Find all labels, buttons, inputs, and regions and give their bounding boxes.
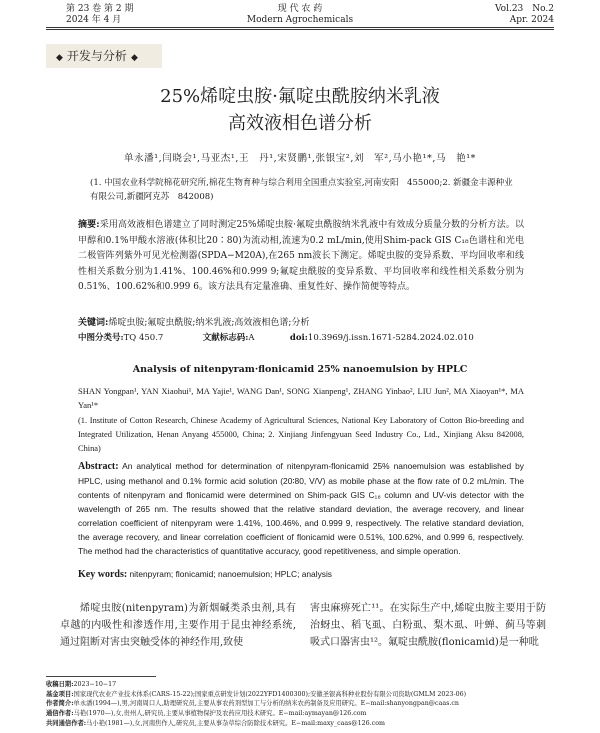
journal-title-en: Modern Agrochemicals xyxy=(246,15,354,25)
diamond-icon: ◆ xyxy=(56,53,63,63)
running-header-right xyxy=(495,4,554,26)
keywords-en xyxy=(78,567,524,582)
doc-code-label: 文献标志码: xyxy=(202,333,249,343)
authors-en: SHAN Yongpan¹, YAN Xiaohui¹, MA Yajie¹, WANG Dan¹, SONG Xianpeng¹, ZHANG Yinbao², LIU Jun², MA Xiaoyan¹*, MA Yan¹* xyxy=(78,386,524,410)
title-cn-line1: 25%烯啶虫胺·氟啶虫酰胺纳米乳液 xyxy=(160,86,440,107)
journal-title-cn: 现 代 农 药 xyxy=(277,4,323,14)
keywords-cn-text: 烯啶虫胺;氟啶虫酰胺;纳米乳液;高效液相色谱;分析 xyxy=(108,318,310,328)
title-cn-line2: 高效液相色谱分析 xyxy=(228,113,372,134)
diamond-icon: ◆ xyxy=(130,53,138,63)
clc-label: 中图分类号: xyxy=(78,333,124,343)
abstract-en-label: Abstract: xyxy=(78,461,119,472)
abstract-cn xyxy=(78,218,524,296)
publication-date: 2024 年 4 月 xyxy=(66,15,122,25)
header-rule-thin xyxy=(46,29,554,30)
doc-code-value: A xyxy=(248,333,255,343)
running-header-center xyxy=(200,4,400,26)
doi-value: 10.3969/j.issn.1671-5284.2024.02.010 xyxy=(307,333,474,343)
section-label: 开发与分析 xyxy=(66,49,127,63)
clc-value: TQ 450.7 xyxy=(123,333,164,343)
affiliation-cn: (1. 中国农业科学院棉花研究所,棉花生物育种与综合利用全国重点实验室,河南安阳 455000;2. 新疆金丰源种业有限公司,新疆阿克苏 842008) xyxy=(90,178,513,202)
footnote-received: 收稿日期:2023−10−17 xyxy=(46,681,117,688)
classification-line xyxy=(78,331,524,347)
abstract-en-text: An analytical method for determination of nitenpyram-flonicamid 25% nanoemulsion was established by HPLC, using methanol and 0.1% formic acid solution (20∶80, V/V) as mobile phase at the flow rate of 0.2 mL/min. The contents of nitenpyram and flonicamid were determined on Shim-pack GIS C₁₈ column and UV-vis detector with the wavelength of 265 nm. The results showed that the relative standard deviation, the average recovery, and linear correlation coefficient of nitenpyram were 1.41%, 100.46%, and 0.999 9, respectively. The relative standard deviation, the average recovery, and linear correlation coefficient of flonicamid were 0.51%, 100.62%, and 0.999 6, respectively. The method had the characteristics of quantitative accuracy, good repetitiveness, and simple operation. xyxy=(78,461,524,556)
footnotes xyxy=(46,680,556,729)
abstract-cn-label: 摘要: xyxy=(78,220,100,230)
volume-issue-en: Vol.23 No.2 xyxy=(494,4,554,14)
abstract-en xyxy=(78,459,524,558)
footnote-co-corresponding: 共同通信作者:马小艳(1981—),女,河南焦作人,研究员,主要从事杂草综合防除技术研究。E−mail:maxy_caas@126.com xyxy=(46,719,385,727)
abstract-cn-text: 采用高效液相色谱建立了同时测定25%烯啶虫胺·氟啶虫酰胺纳米乳液中有效成分质量分数的分析方法。以甲醇和0.1%甲酸水溶液(体积比20∶80)为流动相,流速为0.2 mL/min,使用Shim-pack GIS C₁₈色谱柱和光电二极管阵列紫外可见光检测器(SPDA−M20A),在265 nm波长下测定。烯啶虫胺的变异系数、平均回收率和线性相关系数分别为1.41%、100.46%和0.999 9;氟啶虫酰胺的变异系数、平均回收率和线性相关系数分别为0.51%、100.62%和0.999 6。该方法具有定量准确、重复性好、操作简便等特点。 xyxy=(78,220,525,292)
body-column-left: 烯啶虫胺(nitenpyram)为新烟碱类杀虫剂,具有卓越的内吸性和渗透作用,主要作用于昆虫神经系统,通过阻断对害虫突触受体的神经作用,致使 xyxy=(60,603,296,648)
footnote-rule xyxy=(46,676,156,677)
keywords-en-text: nitenpyram; flonicamid; nanoemulsion; HPLC; analysis xyxy=(129,569,332,579)
header-rule xyxy=(46,27,554,28)
footnote-funding: 基金项目:国家现代农业产业技术体系(CARS-15-22);国家重点研发计划(2022YFD1400300);安徽圣银高科种业股份有限公司资助(GMLM 2023-06) xyxy=(46,690,467,698)
keywords-en-label: Key words: xyxy=(78,569,128,580)
title-en: Analysis of nitenpyram·flonicamid 25% nanoemulsion by HPLC xyxy=(132,364,468,375)
keywords-cn xyxy=(78,316,524,332)
publication-date-en: Apr. 2024 xyxy=(509,15,554,25)
footnote-corresponding: 通信作者:马艳(1970—),女,贵州人,研究员,主要从事植物保护及农药应用技术研究。E−mail:aymayan@126.com xyxy=(46,710,367,718)
affiliation-en: (1. Institute of Cotton Research, Chinese Academy of Agricultural Sciences, National Key Laboratory of Cotton Bio-breeding and Integrated Utilization, Henan Anyang 455000, China; 2. Xinjiang Jinfengyuan Seed Industry Co., Ltd., Xinjiang Aksu 842008, China) xyxy=(78,416,524,453)
section-tag xyxy=(46,44,162,68)
body-column-right: 害虫麻痹死亡¹¹。在实际生产中,烯啶虫胺主要用于防治蚜虫、稻飞虱、白粉虱、梨木虱、叶蝉、蓟马等刺吸式口器害虫¹²。氟啶虫酰胺(flonicamid)是一种吡 xyxy=(310,603,546,648)
footnote-author-bio: 作者简介:单永潘(1994—),男,河南周口人,助理研究员,主要从事农药剂型加工与分析的纳米农药制备及应用研究。E−mail:shanyongpan@caas.cn xyxy=(46,700,459,708)
running-header-left xyxy=(66,4,133,26)
doi-label: doi: xyxy=(289,333,308,343)
volume-issue: 第 23 卷 第 2 期 xyxy=(66,4,134,14)
authors-cn: 单永潘¹,闫晓会¹,马亚杰¹,王 丹¹,宋贤鹏¹,张银宝²,刘 军²,马小艳¹*,马 艳¹* xyxy=(123,153,477,164)
keywords-cn-label: 关键词: xyxy=(78,318,109,328)
